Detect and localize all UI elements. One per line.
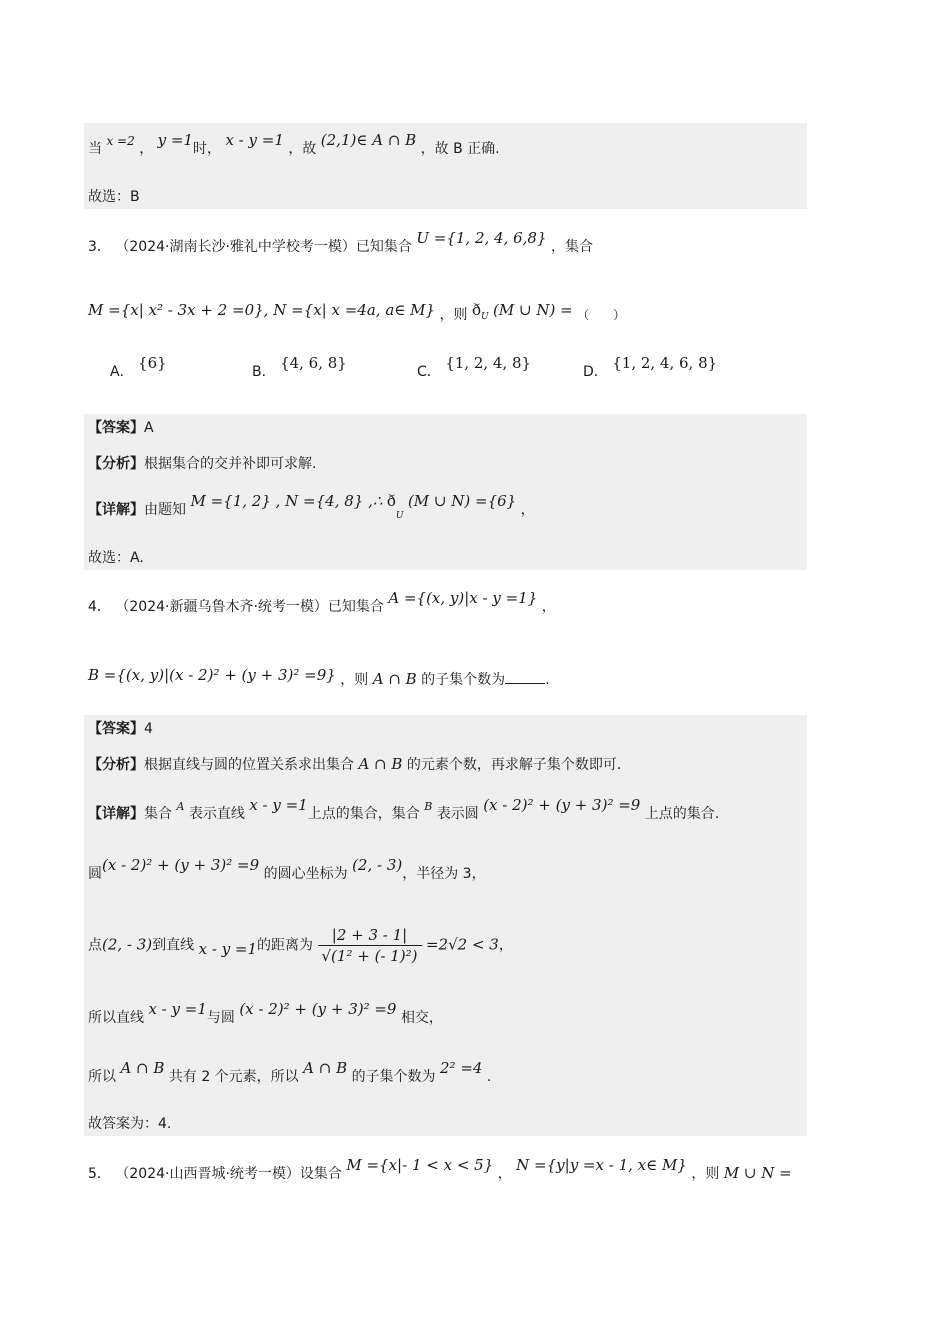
math-intersection: A ∩ B	[372, 670, 417, 688]
text: ，半径为 3，	[402, 866, 486, 882]
answer-paren: （ ）	[577, 308, 626, 322]
text: ，	[497, 1166, 512, 1182]
math-center: (2, - 3)	[352, 856, 403, 874]
fraction-denominator: √(1² + (- 1)²)	[321, 947, 418, 965]
math-circle: (x - 2)² + (y + 3)² =9	[102, 856, 260, 874]
option-value: {4, 6, 8}	[280, 354, 347, 372]
q4-stem-line2	[88, 665, 550, 686]
text: 到直线	[152, 937, 195, 954]
complement-symbol: ð	[471, 301, 481, 319]
text: 根据直线与圆的位置关系求出集合	[144, 757, 354, 773]
q3-stem-line2	[88, 300, 625, 327]
analysis-text: 根据集合的交并补即可求解.	[144, 456, 317, 472]
complement-subscript: U	[480, 311, 489, 322]
option-value: {1, 2, 4, 6, 8}	[612, 354, 718, 372]
math-line: x - y =1	[249, 796, 308, 814]
q3-detail	[88, 492, 535, 526]
math-set-b: B ={(x, y)|(x - 2)² + (y + 3)² =9}	[88, 666, 336, 684]
option-label: B．	[252, 364, 276, 380]
q3-option-c[interactable]	[417, 354, 532, 382]
text: 圆	[88, 866, 102, 882]
math-x-minus-y: x - y =1	[225, 131, 284, 149]
answer-blank[interactable]	[505, 669, 545, 684]
math-y-eq: y =1	[157, 131, 193, 149]
text: 与圆	[206, 1010, 235, 1026]
math-circle: (x - 2)² + (y + 3)² =9	[239, 1000, 397, 1018]
text: 的子集个数为	[421, 672, 506, 688]
q3-choice: 故选：A.	[88, 550, 144, 566]
math-result: (M ∪ N) ={6}	[407, 492, 517, 510]
text: 当	[88, 141, 102, 157]
question-number: 3．	[88, 239, 111, 255]
q2-detail-line	[88, 131, 500, 159]
text: ，故 B 正确.	[420, 141, 500, 157]
option-label: D．	[583, 364, 608, 380]
answer-value: 4	[144, 721, 153, 737]
math-set-n: , N ={x| x =4a, a∈ M}	[263, 301, 436, 319]
math-intersection: A ∩ B	[303, 1059, 348, 1077]
option-label: C．	[417, 364, 441, 380]
question-source: （2024·湖南长沙·雅礼中学校考一模）已知集合	[115, 239, 412, 255]
text: 共有 2 个元素，所以	[168, 1069, 299, 1085]
q4-detail-line5	[88, 1059, 492, 1087]
analysis-tag: 【分析】	[88, 757, 144, 773]
q4-detail-line2	[88, 856, 486, 884]
math-x-eq: x =2	[106, 134, 135, 148]
math-set-n: N ={y|y =x - 1, x∈ M}	[516, 1156, 687, 1174]
text: ，则	[691, 1166, 720, 1182]
text: 的元素个数，再求解子集个数即可.	[406, 757, 622, 773]
answer-tag: 【答案】	[88, 420, 144, 436]
text: 点	[88, 937, 102, 954]
complement-subscript: U	[395, 510, 404, 521]
q3-option-d[interactable]	[583, 354, 718, 382]
text: 上点的集合.	[644, 806, 720, 822]
question-source: （2024·山西晋城·统考一模）设集合	[115, 1166, 342, 1182]
math-b: B	[424, 800, 433, 813]
math-intersection: A ∩ B	[358, 755, 403, 773]
text: 时，	[193, 141, 221, 157]
text: 由题知	[144, 502, 186, 518]
q3-analysis	[88, 454, 316, 474]
q4-detail-line1	[88, 796, 720, 825]
math-a: A	[176, 800, 185, 813]
q4-detail-line4	[88, 1000, 443, 1028]
text: 相交，	[400, 1010, 443, 1026]
math-union: M ∪ N =	[723, 1164, 792, 1182]
math-result: =2√2 < 3	[425, 935, 499, 954]
q5-stem	[88, 1156, 792, 1184]
text: ，	[541, 599, 556, 615]
math-result: 2² =4	[440, 1059, 483, 1077]
detail-tag: 【详解】	[88, 502, 144, 518]
q3-option-b[interactable]	[252, 354, 347, 382]
text: 的距离为	[257, 937, 314, 954]
text: 所以	[88, 1069, 116, 1085]
complement-symbol: ð	[386, 492, 396, 510]
math-circle: (x - 2)² + (y + 3)² =9	[483, 796, 641, 814]
option-value: {1, 2, 4, 8}	[445, 354, 532, 372]
text: ，集合	[550, 239, 593, 255]
question-number: 4．	[88, 599, 111, 615]
text: 上点的集合，集合	[307, 806, 420, 822]
q3-option-a[interactable]	[110, 354, 167, 382]
q2-choice: 故选：B	[88, 189, 140, 205]
math-point-in-set: (2,1)∈ A ∩ B	[320, 131, 417, 149]
math-line: x - y =1	[198, 939, 258, 958]
math-set-u: U ={1, 2, 4, 6,8}	[416, 229, 547, 247]
math-union: (M ∪ N) =	[493, 301, 573, 319]
text: .	[486, 1069, 492, 1085]
math-line: x - y =1	[148, 1000, 207, 1018]
text: ，则	[340, 672, 369, 688]
q3-stem-line1	[88, 229, 593, 257]
text: 的子集个数为	[351, 1069, 436, 1085]
text: .	[545, 672, 550, 688]
q4-final: 故答案为：4.	[88, 1116, 172, 1132]
analysis-tag: 【分析】	[88, 456, 144, 472]
text: 所以直线	[88, 1010, 144, 1026]
text: 集合	[144, 806, 172, 822]
option-value: {6}	[138, 354, 167, 372]
answer-value: A	[144, 420, 154, 436]
answer-tag: 【答案】	[88, 721, 144, 737]
math-set-m: M ={x| x² - 3x + 2 =0}	[88, 301, 264, 319]
q4-detail-line3	[88, 925, 513, 966]
detail-tag: 【详解】	[88, 806, 144, 822]
question-source: （2024·新疆乌鲁木齐·统考一模）已知集合	[115, 599, 384, 615]
option-label: A．	[110, 364, 134, 380]
text: ，	[498, 937, 513, 954]
text: ，	[139, 141, 154, 157]
text: 表示直线	[188, 806, 245, 822]
math-intersection: A ∩ B	[120, 1059, 165, 1077]
math-point: (2, - 3)	[102, 935, 153, 954]
text: ，则	[439, 307, 468, 323]
math-set-m: M ={x|- 1 < x < 5}	[346, 1156, 494, 1174]
text: 表示圆	[436, 806, 479, 822]
distance-fraction	[318, 925, 422, 966]
question-number: 5．	[88, 1166, 111, 1182]
text: ，故	[288, 141, 317, 157]
q3-answer	[88, 418, 154, 438]
math-set-a: A ={(x, y)|x - y =1}	[388, 589, 538, 607]
text: ，	[520, 502, 535, 518]
q4-stem-line1	[88, 589, 556, 617]
q4-analysis	[88, 754, 621, 775]
fraction-numerator: |2 + 3 - 1|	[318, 925, 422, 946]
q4-answer	[88, 719, 153, 739]
text: 的圆心坐标为	[263, 866, 348, 882]
math-detail: M ={1, 2} , N ={4, 8} ,∴	[190, 492, 383, 510]
